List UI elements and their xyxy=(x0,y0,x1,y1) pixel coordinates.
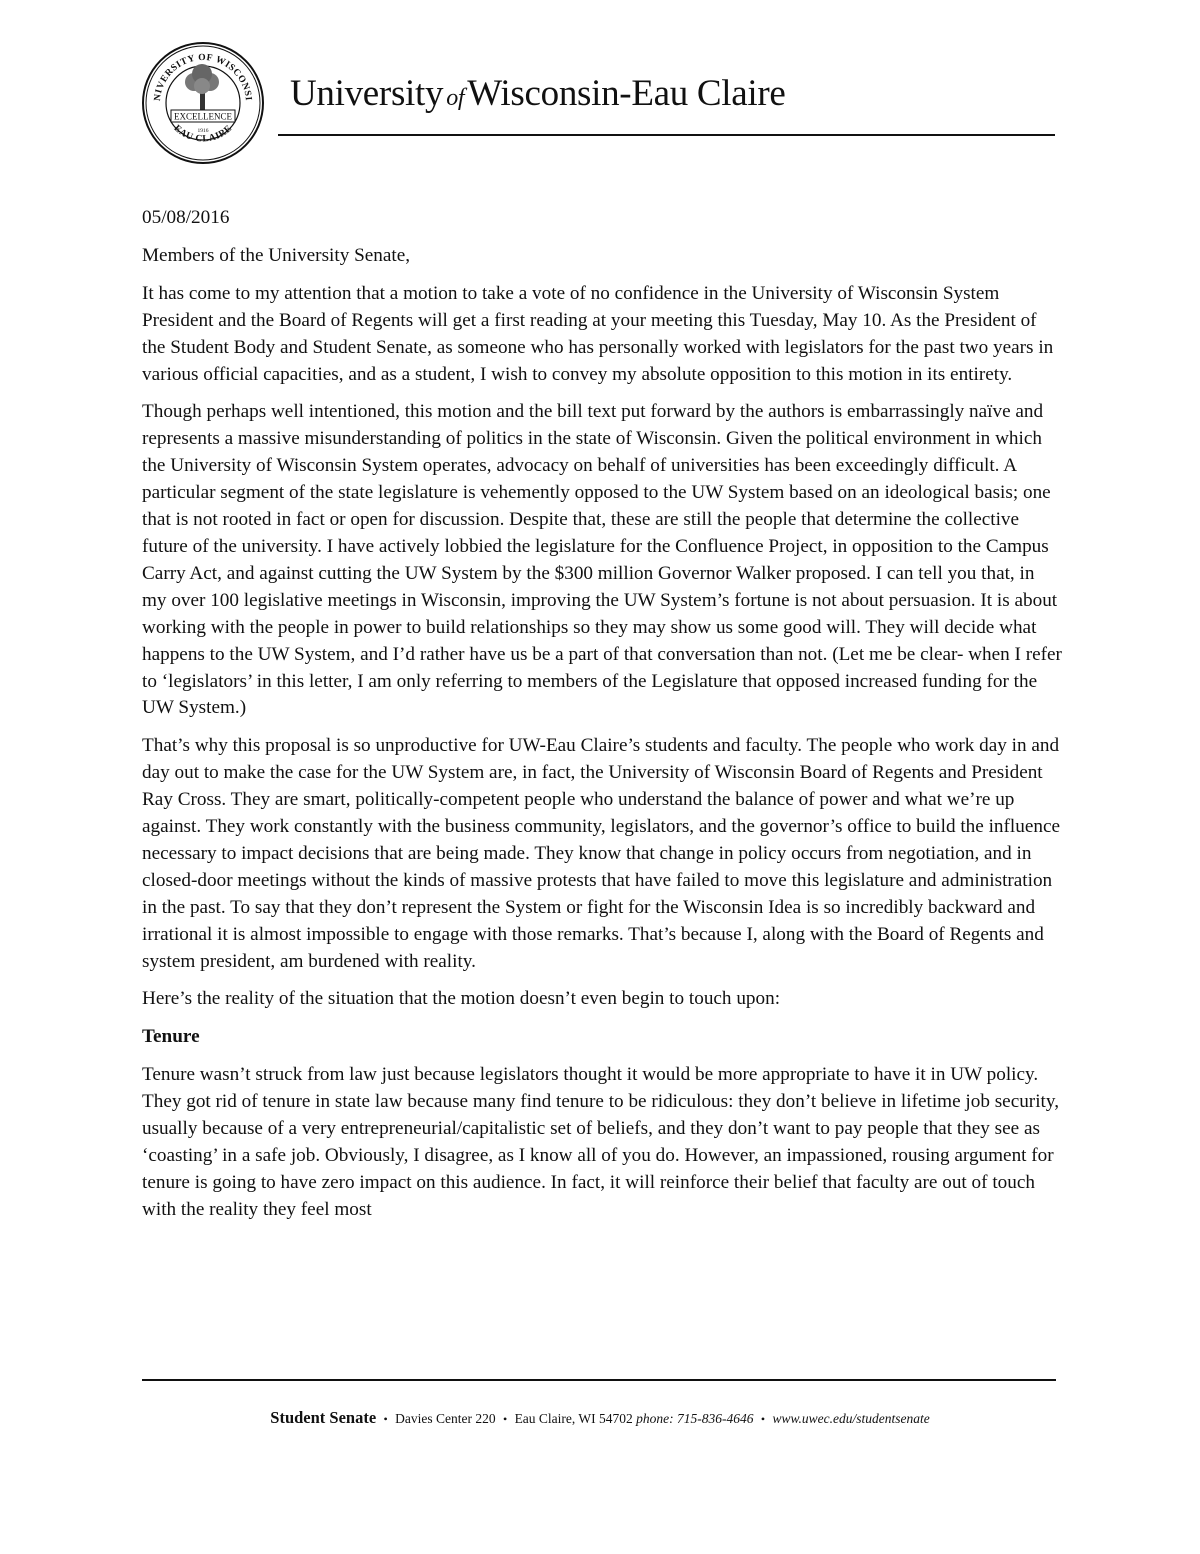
svg-text:EAU CLAIRE xyxy=(172,124,235,145)
footer-city: Eau Claire, WI 54702 xyxy=(514,1411,633,1426)
seal-bottom-text: EAU CLAIRE xyxy=(171,123,235,145)
seal-graphic xyxy=(140,40,266,166)
university-seal xyxy=(140,40,266,166)
footer-phone: phone: 715-836-4646 xyxy=(636,1411,754,1426)
footer-bullet: • xyxy=(502,1412,508,1426)
letter-date: 05/08/2016 xyxy=(142,207,230,228)
seal-year: 1916 xyxy=(197,128,209,134)
header-divider xyxy=(278,134,1055,136)
footer-address: Davies Center 220 xyxy=(395,1411,496,1426)
letterhead-footer xyxy=(0,1408,1200,1428)
letter-paragraph-2: Though perhaps well intentioned, this motion and the bill text put forward by the authors is embarrassingly naïve and represents a massive misunderstanding of politics in the state of Wisconsin. Given the political environment in which the University of Wisconsin System operates, advocacy on behalf of universities has been exceedingly difficult. A particular segment of the state legislature is vehemently opposed to the UW System based on an ideological basis; one that is not rooted in fact or open for discussion. Despite that, these are still the people that determine the collective future of the university. I have actively lobbied the legislature for the Confluence Project, in opposition to the Campus Carry Act, and against cutting the UW System by the $300 million Governor Walker proposed. I can tell you that, in my over 100 legislative meetings in Wisconsin, improving the UW System’s fortune is not about persuasion. It is about working with the people in power to build relationships so they may show us some good will. They will decide what happens to the UW System, and I’d rather have us be a part of that conversation than not. (Let me be clear- when I refer to ‘legislators’ in this letter, I am only referring to members of the Legislature that opposed increased funding for the UW System.) xyxy=(142,401,1062,719)
footer-bullet: • xyxy=(383,1412,388,1426)
wordmark-of: of xyxy=(446,85,465,111)
tenure-paragraph: Tenure wasn’t struck from law just because legislators thought it would be more appropriate to have it in UW policy. They got rid of tenure in state law because many find tenure to be ridiculous: they don’t believe in lifetime job security, usually because of a very entrepreneurial/capitalistic set of beliefs, and they don’t want to pay people that they see as ‘coasting’ in a safe job. Obviously, I disagree, as I know all of you do. However, an impassioned, rousing argument for tenure is going to have zero impact on this audience. In fact, it will reinforce their belief that faculty are out of touch with the reality they feel most xyxy=(142,1064,1059,1220)
tree-icon xyxy=(184,64,222,114)
section-heading-tenure: Tenure xyxy=(142,1026,200,1048)
wordmark-university: University xyxy=(290,73,444,114)
seal-top-text: NIVERSITY OF WISCONSI xyxy=(152,52,253,102)
seal-motto: EXCELLENCE xyxy=(174,111,232,122)
letter-body xyxy=(142,205,1062,1235)
footer-website: www.uwec.edu/studentsenate xyxy=(772,1411,930,1426)
wordmark-campus: Wisconsin-Eau Claire xyxy=(467,73,786,114)
letter-paragraph-1: It has come to my attention that a motion to take a vote of no confidence in the University of Wisconsin System President and the Board of Regents will get a first reading at your meeting this Tuesday, May 10. As the President of the Student Body and Student Senate, as someone who has personally worked with legislators for the past two years in various official capacities, and as a student, I wish to convey my absolute opposition to this motion in its entirety. xyxy=(142,282,1054,385)
university-wordmark xyxy=(290,72,786,115)
letter-salutation: Members of the University Senate, xyxy=(142,244,411,266)
footer-divider xyxy=(142,1379,1056,1381)
footer-org: Student Senate xyxy=(270,1408,377,1427)
footer-bullet: • xyxy=(760,1412,766,1426)
letter-paragraph-3: That’s why this proposal is so unproductive for UW-Eau Claire’s students and faculty. The people who work day in and day out to make the case for the UW System are, in fact, the University of Wisconsin Board of Regents and President Ray Cross. They are smart, politically-competent people who understand the balance of power and what we’re up against. They work constantly with the business community, legislators, and the governor’s office to build the influence necessary to impact decisions that are being made. They know that change in policy occurs from negotiation, and in closed-door meetings without the kinds of massive protests that have failed to move this legislature and administration in the past. To say that they don’t represent the System or fight for the Wisconsin Idea is so incredibly backward and irrational it is almost impossible to engage with those remarks. That’s because I, along with the Board of Regents and system president, am burdened with reality. xyxy=(142,735,1060,972)
letter-paragraph-4: Here’s the reality of the situation that the motion doesn’t even begin to touch upon: xyxy=(142,988,781,1010)
